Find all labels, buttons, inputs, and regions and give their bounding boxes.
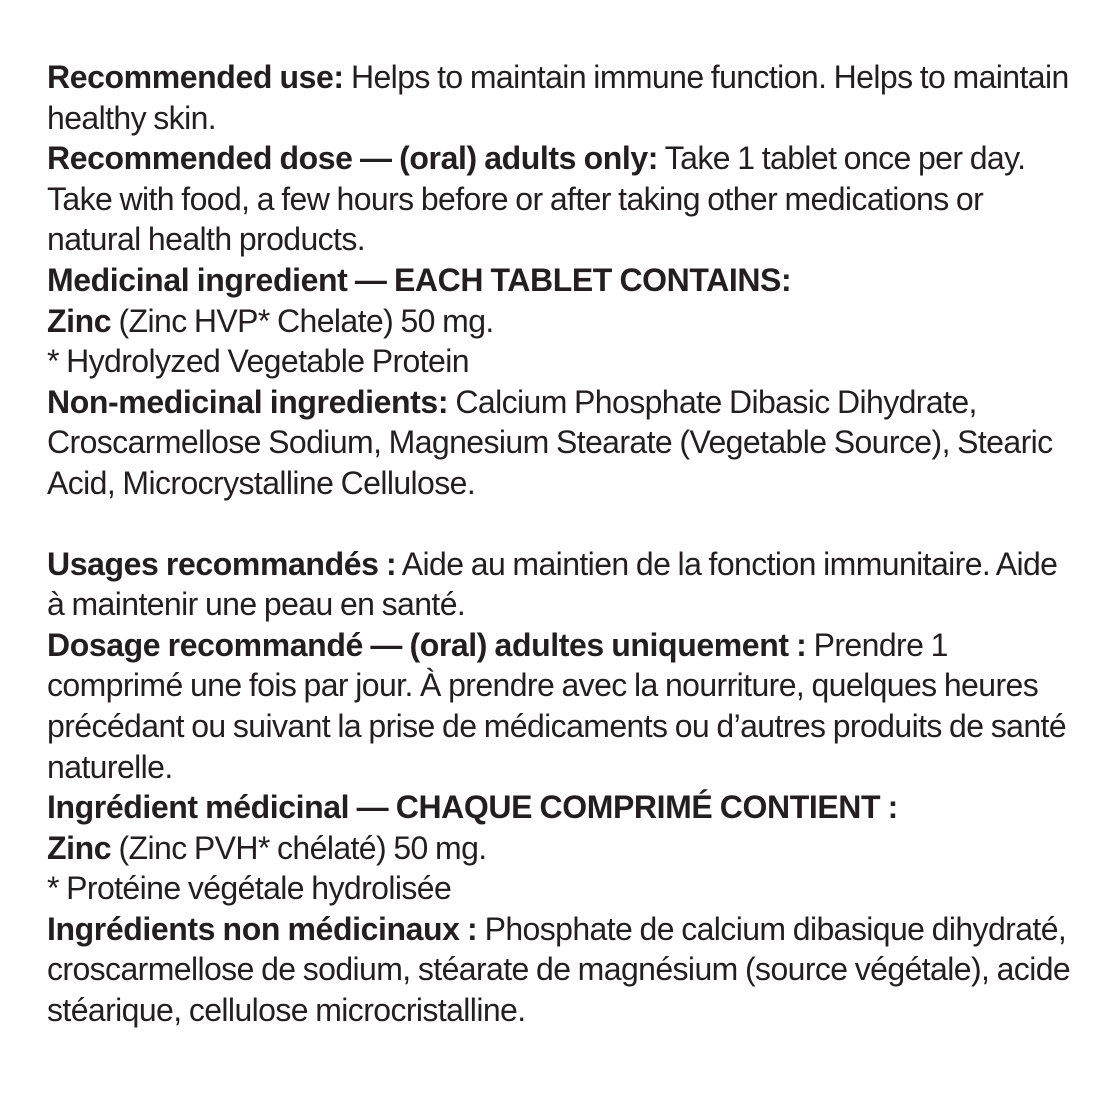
usages-recommandes-paragraph xyxy=(47,544,1077,625)
recommended-use-paragraph xyxy=(47,57,1077,138)
ingredient-medicinal-heading: Ingrédient médicinal — CHAQUE COMPRIMÉ CONTIENT : xyxy=(47,789,898,826)
hvp-footnote: * Hydrolyzed Vegetable Protein xyxy=(47,343,469,380)
dosage-recommande-heading: Dosage recommandé — (oral) adultes uniquement : xyxy=(47,626,807,663)
medicinal-ingredient-paragraph xyxy=(47,260,1077,301)
ingredients-non-medicinaux-heading: Ingrédients non médicinaux : xyxy=(47,910,478,947)
usages-recommandes-text: Aide au maintien de la fonction immunitaire. Aide à maintenir une peau en santé. xyxy=(47,545,1058,623)
dosage-recommande-text: Prendre 1 comprimé une fois par jour. À prendre avec la nourriture, quelques heures précédant ou suivant la prise de médicaments ou d’autres produits de santé naturelle. xyxy=(47,626,1067,785)
zinc-ingredient-name-fr: Zinc xyxy=(47,829,112,866)
zinc-ingredient-text-fr: (Zinc PVH* chélaté) 50 mg. xyxy=(111,829,487,866)
zinc-ingredient-line-fr xyxy=(47,828,1077,869)
english-section xyxy=(47,57,1077,504)
section-spacer xyxy=(47,504,1077,544)
non-medicinal-ingredients-heading: Non-medicinal ingredients: xyxy=(47,383,449,420)
ingredients-non-medicinaux-paragraph xyxy=(47,909,1077,1031)
zinc-ingredient-line xyxy=(47,301,1077,342)
non-medicinal-ingredients-text: Calcium Phosphate Dibasic Dihydrate, Croscarmellose Sodium, Magnesium Stearate (Vegetable Source), Stearic Acid, Microcrystalline Cellulose. xyxy=(47,383,1053,501)
dosage-recommande-paragraph xyxy=(47,625,1077,787)
zinc-ingredient-name: Zinc xyxy=(47,302,112,339)
recommended-dose-heading: Recommended dose — (oral) adults only: xyxy=(47,140,659,177)
non-medicinal-ingredients-paragraph xyxy=(47,382,1077,504)
pvh-footnote: * Protéine végétale hydrolisée xyxy=(47,870,452,907)
usages-recommandes-heading: Usages recommandés : xyxy=(47,545,397,582)
french-section xyxy=(47,544,1077,1031)
medicinal-ingredient-heading: Medicinal ingredient — EACH TABLET CONTAINS: xyxy=(47,261,792,298)
recommended-use-heading: Recommended use: xyxy=(47,59,344,95)
recommended-use-text: Helps to maintain immune function. Helps to maintain healthy skin. xyxy=(47,59,1069,136)
recommended-dose-paragraph xyxy=(47,138,1077,260)
ingredients-non-medicinaux-text: Phosphate de calcium dibasique dihydraté, croscarmellose de sodium, stéarate de magnésium (source végétale), acide stéarique, cellulose microcristalline. xyxy=(47,910,1071,1029)
product-label-panel xyxy=(47,57,1077,1031)
recommended-dose-text: Take 1 tablet once per day. Take with food, a few hours before or after taking other medications or natural health products. xyxy=(47,140,1026,258)
zinc-ingredient-text: (Zinc HVP* Chelate) 50 mg. xyxy=(111,302,494,339)
ingredient-medicinal-paragraph xyxy=(47,787,1077,828)
